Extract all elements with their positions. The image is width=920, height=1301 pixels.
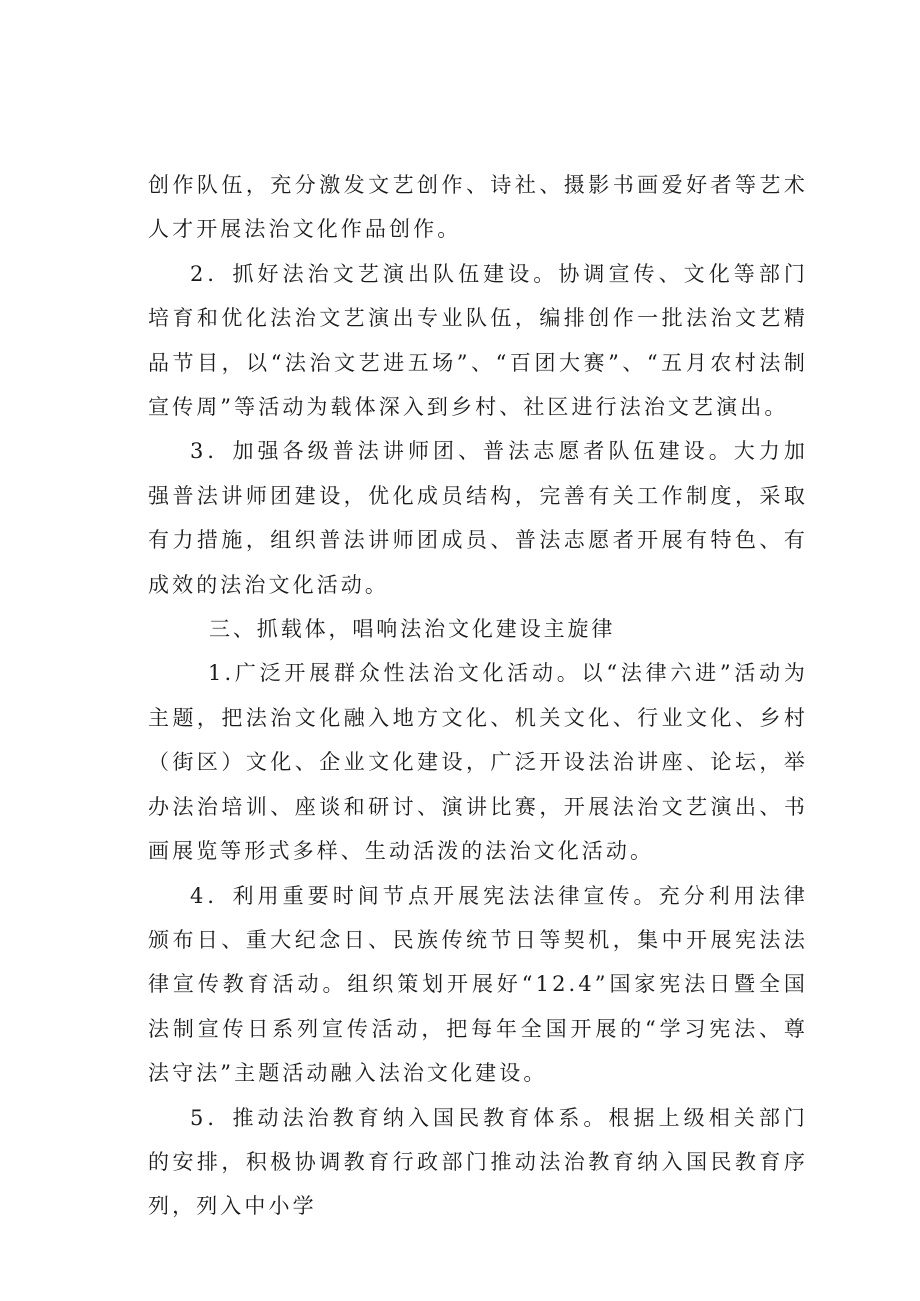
paragraph-item-1: 1.广泛开展群众性法治文化活动。以“法律六进”活动为主题，把法治文化融入地方文化、机关文化、行业文化、乡村（街区）文化、企业文化建设，广泛开设法治讲座、论坛，举办法治培训、座谈和研讨、演讲比赛，开展法治文艺演出、书画展览等形式多样、生动活泼的法治文化活动。 (148, 661, 808, 864)
paragraph-item-3: 3．加强各级普法讲师团、普法志愿者队伍建设。大力加强普法讲师团建设，优化成员结构，完善有关工作制度，采取有力措施，组织普法讲师团成员、普法志愿者开展有特色、有成效的法治文化活动。 (148, 439, 808, 597)
paragraph-item-2: 2．抓好法治文艺演出队伍建设。协调宣传、文化等部门培育和优化法治文艺演出专业队伍，编排创作一批法治文艺精品节目，以“法治文艺进五场”、“百团大赛”、“五月农村法制宣传周”等活动为载体深入到乡村、社区进行法治文艺演出。 (148, 261, 808, 420)
paragraph-item-5: 5．推动法治教育纳入国民教育体系。根据上级相关部门的安排，积极协调教育行政部门推动法治教育纳入国民教育序列，列入中小学 (148, 1105, 808, 1219)
document-body (148, 163, 808, 1229)
paragraph-continuation: 创作队伍，充分激发文艺创作、诗社、摄影书画爱好者等艺术人才开展法治文化作品创作。 (148, 173, 808, 242)
paragraph-item-4: 4．利用重要时间节点开展宪法法律宣传。充分利用法律颁布日、重大纪念日、民族传统节日等契机，集中开展宪法法律宣传教育活动。组织策划开展好“12.4”国家宪法日暨全国法制宣传日系列宣传活动，把每年全国开展的“学习宪法、尊法守法”主题活动融入法治文化建设。 (148, 883, 808, 1086)
section-heading-3: 三、抓载体，唱响法治文化建设主旋律 (209, 617, 616, 642)
